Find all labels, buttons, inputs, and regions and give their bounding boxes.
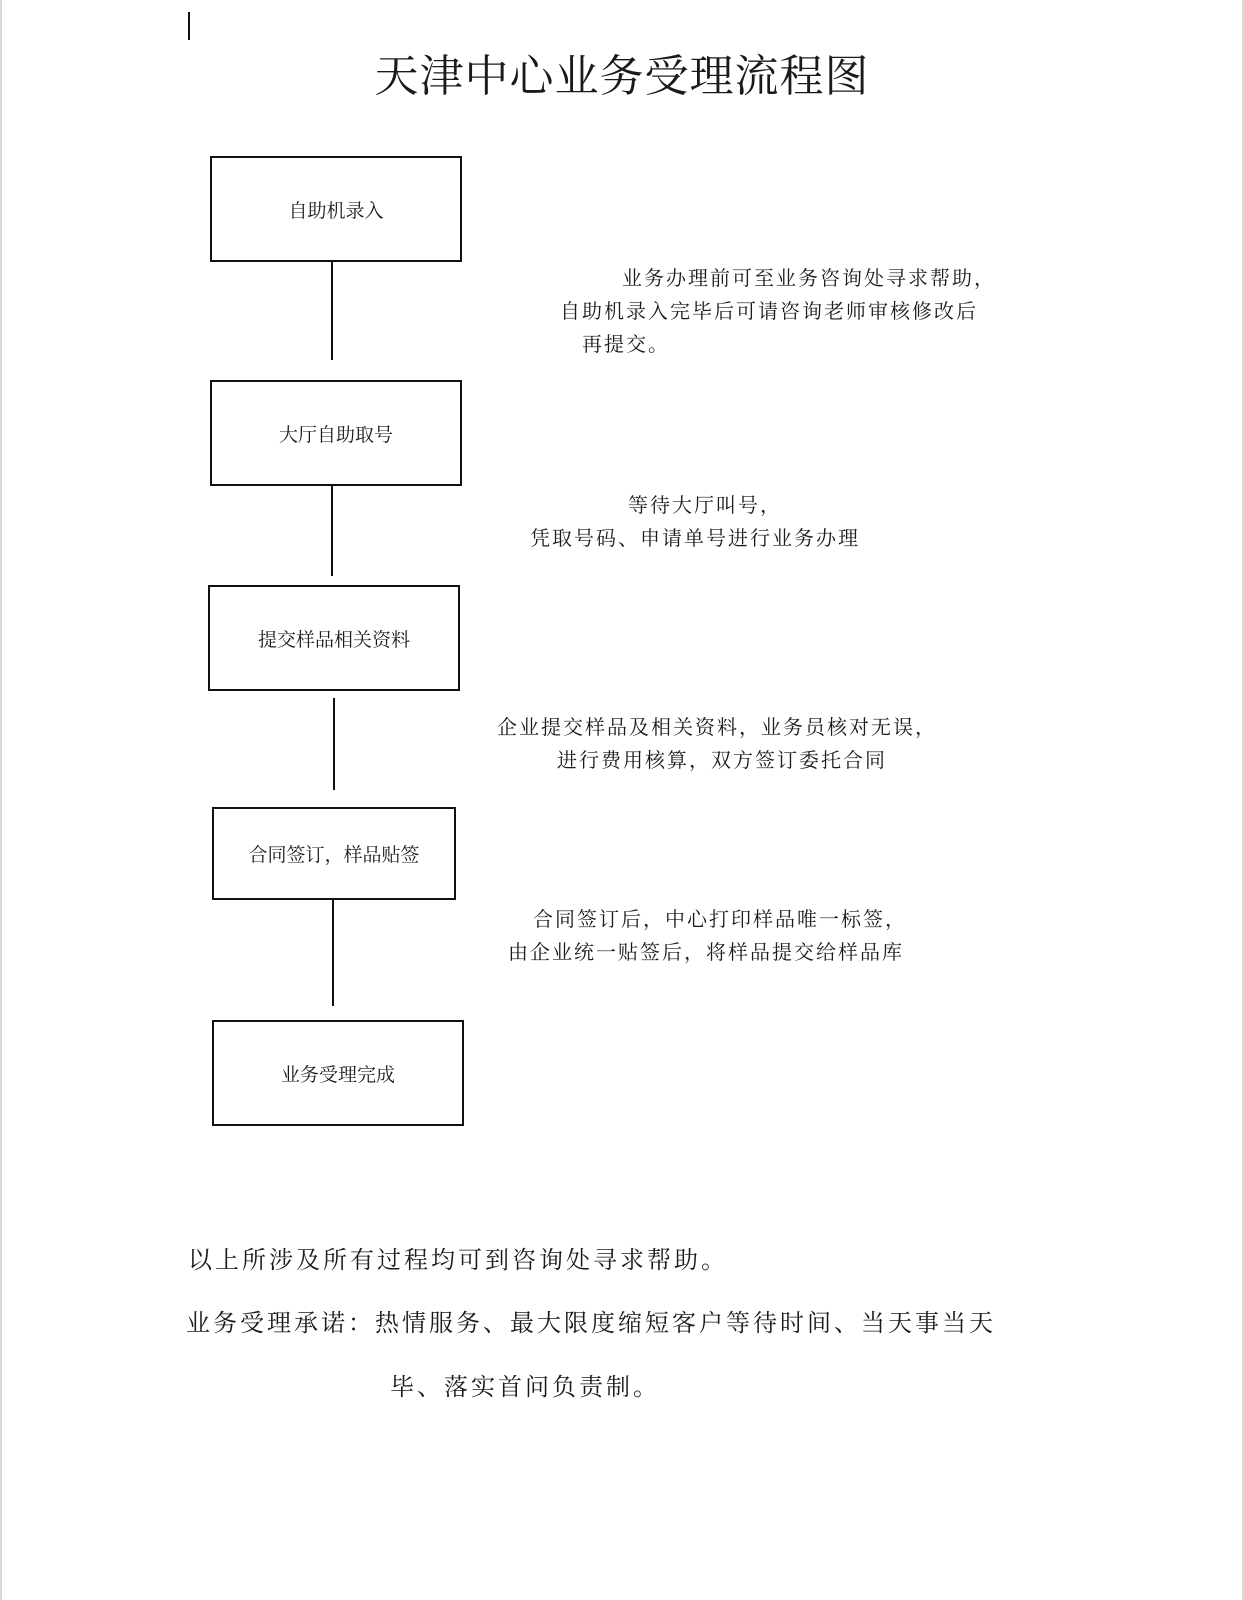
connector-1	[331, 262, 333, 360]
step-sign-contract	[212, 807, 456, 900]
footer-commitment-text-cont: 毕、落实首问负责制。	[390, 1373, 660, 1401]
note-3	[497, 711, 937, 777]
text-cursor	[188, 12, 190, 40]
note-line: 等待大厅叫号，	[628, 493, 782, 517]
note-line: 凭取号码、申请单号进行业务办理	[530, 526, 860, 550]
page-border-left	[0, 0, 2, 1600]
note-1	[560, 262, 996, 361]
note-line: 自助机录入完毕后可请咨询老师审核修改后	[560, 299, 978, 323]
step-label: 提交样品相关资料	[257, 628, 410, 651]
footer-commitment-text: 业务受理承诺：热情服务、最大限度缩短客户等待时间、当天事当天	[186, 1309, 996, 1337]
step-submit-materials	[208, 585, 460, 691]
note-line: 由企业统一贴签后，将样品提交给样品库	[508, 940, 904, 964]
page-title: 天津中心业务受理流程图	[374, 51, 870, 102]
step-label: 合同签订，样品贴签	[248, 844, 420, 866]
note-line: 再提交。	[582, 332, 670, 356]
footer-help-text: 以上所涉及所有过程均可到咨询处寻求帮助。	[188, 1246, 728, 1274]
connector-3	[333, 698, 335, 790]
note-line: 企业提交样品及相关资料，业务员核对无误，	[497, 715, 937, 739]
step-self-service-entry	[210, 156, 462, 262]
note-line: 进行费用核算，双方签订委托合同	[557, 748, 887, 772]
connector-2	[331, 486, 333, 576]
note-4	[508, 903, 907, 969]
connector-4	[332, 900, 334, 1006]
note-line: 业务办理前可至业务咨询处寻求帮助，	[622, 266, 996, 290]
note-line: 合同签订后，中心打印样品唯一标签，	[533, 907, 907, 931]
step-take-number	[210, 380, 462, 486]
note-2	[530, 489, 860, 555]
step-complete	[212, 1020, 464, 1126]
step-label: 业务受理完成	[280, 1063, 395, 1086]
step-label: 自助机录入	[288, 199, 384, 222]
step-label: 大厅自助取号	[278, 423, 393, 446]
